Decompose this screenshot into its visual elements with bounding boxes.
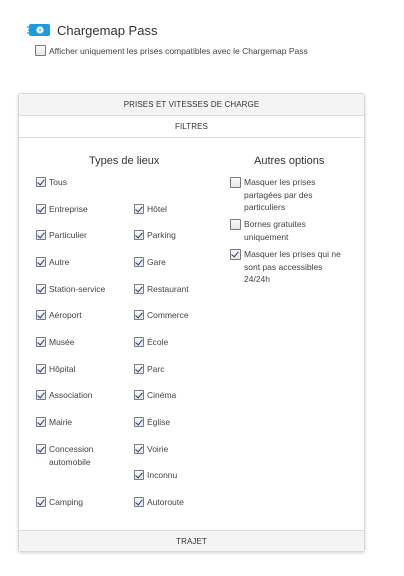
options-title: Autres options: [254, 155, 325, 167]
type-checkbox[interactable]: [134, 390, 144, 400]
type-checkbox[interactable]: [36, 230, 46, 240]
type-option-inconnu[interactable]: Inconnu: [134, 469, 177, 482]
type-checkbox[interactable]: [36, 497, 46, 507]
type-checkbox[interactable]: [36, 310, 46, 320]
type-option-commerce[interactable]: Commerce: [134, 309, 189, 322]
type-checkbox[interactable]: [134, 364, 144, 374]
type-checkbox[interactable]: [36, 204, 46, 214]
chargemap-pass-header: [27, 22, 157, 38]
type-checkbox[interactable]: [134, 310, 144, 320]
type-option-musee[interactable]: Musée: [36, 336, 75, 349]
type-option-particulier[interactable]: Particulier: [36, 229, 87, 242]
type-option-camping[interactable]: Camping: [36, 496, 83, 509]
type-checkbox[interactable]: [134, 257, 144, 267]
type-option-mairie[interactable]: Mairie: [36, 416, 72, 429]
type-option-hotel[interactable]: Hôtel: [134, 203, 167, 216]
type-checkbox[interactable]: [36, 417, 46, 427]
type-option-entreprise[interactable]: Entreprise: [36, 203, 88, 216]
option-checkbox[interactable]: [230, 249, 241, 260]
type-option-tous[interactable]: Tous: [36, 176, 67, 189]
type-checkbox[interactable]: [134, 417, 144, 427]
type-checkbox[interactable]: [36, 364, 46, 374]
type-option-ecole[interactable]: École: [134, 336, 168, 349]
type-option-gare[interactable]: Gare: [134, 256, 166, 269]
type-checkbox[interactable]: [134, 284, 144, 294]
type-option-restaurant[interactable]: Restaurant: [134, 283, 189, 296]
type-checkbox[interactable]: [36, 177, 46, 187]
type-label-line: automobile: [49, 456, 91, 467]
type-checkbox[interactable]: [36, 284, 46, 294]
type-option-cinema[interactable]: Cinéma: [134, 389, 176, 402]
route-section-header[interactable]: TRAJET: [19, 530, 364, 551]
type-checkbox[interactable]: [36, 444, 46, 454]
compat-filter-option[interactable]: [35, 44, 308, 57]
type-option-concession-automobile[interactable]: [36, 443, 93, 468]
option-label-line: Masquer les prises qui ne: [244, 249, 341, 259]
filters-panel: [18, 93, 365, 552]
type-checkbox[interactable]: [134, 337, 144, 347]
option-hide-not-24h[interactable]: [230, 248, 341, 286]
option-hide-private[interactable]: [230, 176, 315, 214]
option-checkbox[interactable]: [230, 177, 241, 188]
option-label-line: 24/24h: [244, 274, 270, 284]
type-checkbox[interactable]: [36, 257, 46, 267]
option-label-line: Masquer les prises: [244, 177, 316, 187]
type-option-hopital[interactable]: Hôpital: [36, 363, 75, 376]
type-checkbox[interactable]: [134, 230, 144, 240]
option-label-line: Bornes gratuites: [244, 219, 306, 229]
option-label-line: particuliers: [244, 202, 286, 212]
option-label-line: sont pas accessibles: [244, 261, 323, 272]
type-option-parc[interactable]: Parc: [134, 363, 164, 376]
types-title: Types de lieux: [89, 155, 160, 167]
type-option-voirie[interactable]: Voirie: [134, 443, 168, 456]
type-option-autre[interactable]: Autre: [36, 256, 69, 269]
chargemap-pass-icon: [27, 22, 51, 38]
speeds-section-header[interactable]: PRISES ET VITESSES DE CHARGE: [19, 94, 364, 116]
compat-filter-label: Afficher uniquement les prises compatibles avec le Chargemap Pass: [49, 46, 308, 56]
type-option-parking[interactable]: Parking: [134, 229, 176, 242]
chargemap-pass-title: Chargemap Pass: [57, 22, 158, 38]
type-checkbox[interactable]: [36, 337, 46, 347]
type-checkbox[interactable]: [36, 390, 46, 400]
type-option-eglise[interactable]: Église: [134, 416, 170, 429]
type-option-station-service[interactable]: Station-service: [36, 283, 105, 296]
option-label-line: partagées par des: [244, 189, 313, 200]
compat-filter-checkbox[interactable]: [35, 45, 46, 56]
type-checkbox[interactable]: [134, 444, 144, 454]
type-checkbox[interactable]: [134, 204, 144, 214]
type-option-autoroute[interactable]: Autoroute: [134, 496, 184, 509]
type-checkbox[interactable]: [134, 497, 144, 507]
option-free-only[interactable]: [230, 218, 306, 243]
type-option-aeroport[interactable]: Aéroport: [36, 309, 82, 322]
filters-section-header[interactable]: FILTRES: [19, 116, 364, 138]
option-label-line: uniquement: [244, 231, 289, 242]
type-label-line: Concession: [49, 444, 94, 454]
option-checkbox[interactable]: [230, 219, 241, 230]
type-option-association[interactable]: Association: [36, 389, 92, 402]
type-checkbox[interactable]: [134, 470, 144, 480]
